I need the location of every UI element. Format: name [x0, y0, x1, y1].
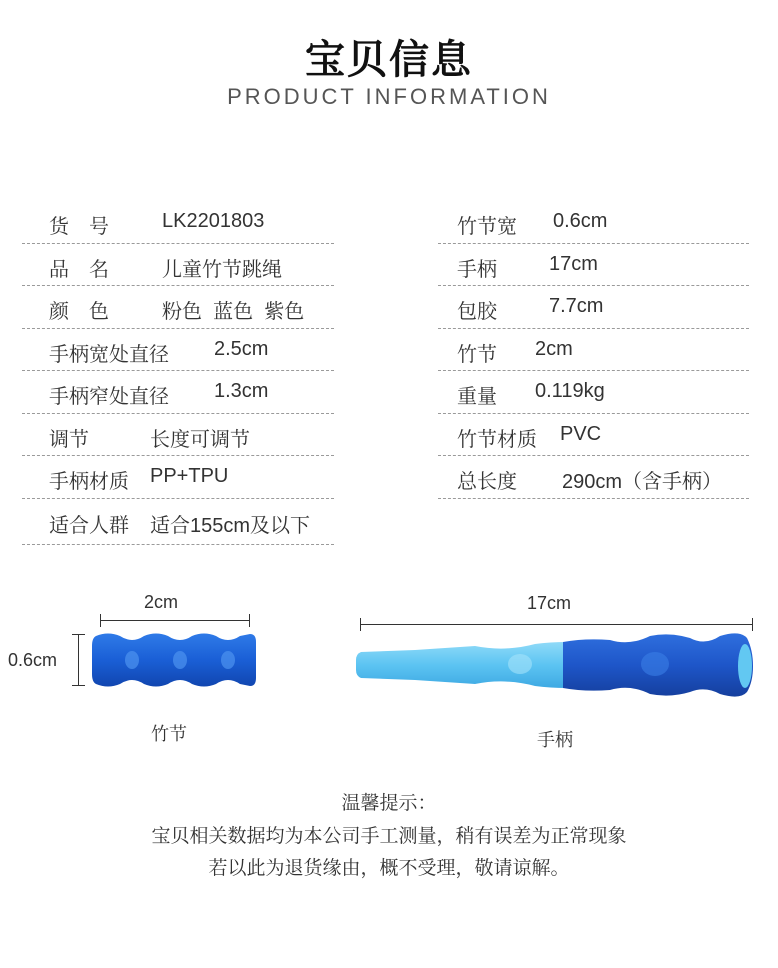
segment-width-label: 0.6cm [8, 650, 58, 670]
spec-key: 手柄材质 [49, 469, 129, 493]
spec-row [22, 371, 334, 414]
spec-value: PP+TPU [150, 465, 229, 487]
spec-value: 粉色 蓝色 紫色 [162, 301, 305, 323]
segment-width-line [78, 634, 79, 686]
spec-value: 2.5cm [214, 337, 269, 360]
spec-value: 2cm [535, 337, 573, 360]
spec-row [438, 456, 749, 499]
spec-row [438, 244, 749, 287]
spec-row [22, 286, 334, 329]
spec-row [22, 456, 334, 499]
page-subtitle: PRODUCT INFORMATION [227, 84, 551, 109]
handle-caption: 手柄 [537, 730, 573, 751]
spec-key: 手柄窄处直径 [49, 384, 169, 408]
segment-length-tick-right [249, 614, 250, 627]
notes-heading: 温馨提示： [341, 792, 437, 814]
spec-key: 重量 [457, 384, 497, 408]
spec-row [22, 329, 334, 372]
segment-length-label: 2cm [144, 592, 179, 612]
spec-value: 7.7cm [549, 295, 604, 317]
notes-line-2: 若以此为退货缘由，概不受理，敬请谅解。 [208, 857, 570, 879]
segment-width-tick-top [72, 634, 85, 635]
spec-key: 竹节 [457, 341, 497, 366]
spec-value: 长度可调节 [150, 428, 250, 451]
spec-row [22, 499, 334, 545]
page-title: 宝贝信息 [305, 37, 473, 83]
spec-key: 竹节宽 [457, 214, 517, 238]
handle-image [355, 630, 760, 702]
spec-value: 17cm [549, 252, 598, 275]
spec-key: 包胶 [457, 299, 497, 323]
segment-length-line [100, 620, 250, 621]
spec-table-left [22, 201, 334, 545]
spec-value: 290cm（含手柄） [562, 471, 723, 493]
spec-key: 颜 色 [49, 299, 109, 323]
handle-length-line [360, 624, 753, 625]
spec-value: PVC [560, 422, 602, 445]
segment-caption: 竹节 [151, 724, 187, 745]
spec-row [438, 371, 749, 414]
spec-key: 手柄宽处直径 [49, 341, 169, 366]
spec-value: 适合155cm及以下 [150, 514, 311, 537]
spec-row [438, 286, 749, 329]
bamboo-segment-image [90, 630, 258, 690]
spec-row [22, 201, 334, 244]
spec-row [438, 201, 749, 244]
spec-value: 0.6cm [553, 210, 608, 232]
spec-value: 0.119kg [535, 380, 605, 402]
spec-row [438, 414, 749, 457]
segment-width-tick-bottom [72, 685, 85, 686]
spec-key: 调节 [49, 426, 89, 451]
segment-length-tick-left [100, 614, 101, 627]
notes-line-1: 宝贝相关数据均为本公司手工测量，稍有误差为正常现象 [151, 825, 627, 847]
spec-row [22, 244, 334, 287]
spec-row [438, 329, 749, 372]
spec-value: LK2201803 [162, 210, 265, 232]
spec-value: 1.3cm [214, 380, 269, 402]
spec-key: 品 名 [49, 256, 109, 281]
spec-key: 手柄 [457, 256, 497, 281]
spec-table-right [438, 201, 749, 499]
spec-key: 货 号 [49, 214, 109, 238]
spec-key: 总长度 [457, 469, 517, 493]
spec-key: 适合人群 [49, 512, 129, 537]
spec-value: 儿童竹节跳绳 [162, 258, 282, 281]
spec-key: 竹节材质 [457, 426, 537, 451]
handle-length-label: 17cm [527, 593, 572, 613]
spec-row [22, 414, 334, 457]
